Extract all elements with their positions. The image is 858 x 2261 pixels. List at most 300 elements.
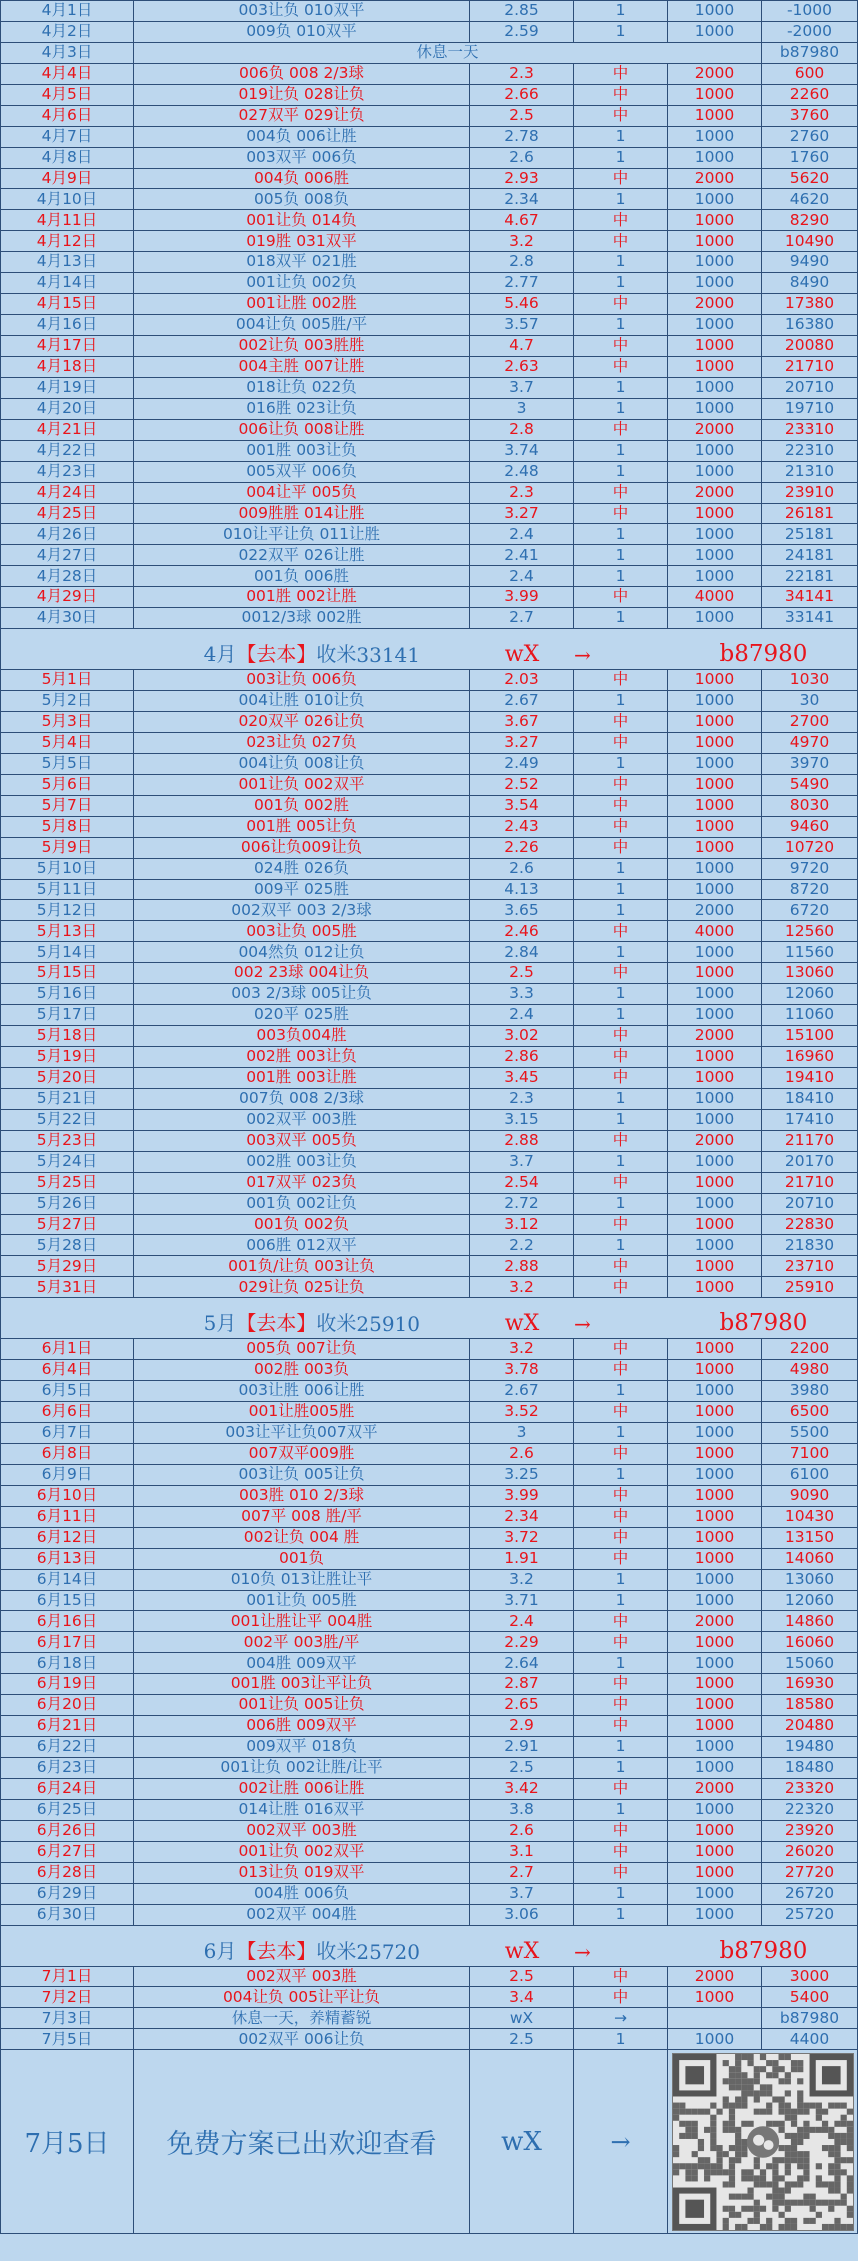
odds-cell: 2.49 [469,754,573,774]
odds-cell: 2.48 [469,462,573,482]
matches-cell: 003负004胜 [133,1026,469,1046]
table-row [0,838,858,859]
odds-cell: 2.4 [469,524,573,544]
date-cell: 6月17日 [0,1632,133,1652]
stake-cell: 1000 [667,1005,761,1025]
stake-cell: 1000 [667,1528,761,1548]
stake-cell: 1000 [667,796,761,816]
stake-cell: 1000 [667,1632,761,1652]
odds-cell: 4.7 [469,336,573,356]
balance-cell: 34141 [761,587,858,607]
balance-cell: 16960 [761,1047,858,1067]
summary-label: 收米 [316,1311,357,1336]
matches-cell: 018让负 022负 [133,378,469,398]
result-cell: 1 [573,148,667,168]
odds-cell: 2.6 [469,148,573,168]
matches-cell: 003让平让负007双平 [133,1423,469,1443]
date-cell: 4月29日 [0,587,133,607]
odds-cell: 3.7 [469,378,573,398]
stake-cell: 1000 [667,1068,761,1088]
balance-cell: 21830 [761,1235,858,1255]
result-cell: 中 [573,1047,667,1067]
summary-wx: wX [504,642,540,668]
balance-cell: 19410 [761,1068,858,1088]
balance-cell: -1000 [761,1,858,21]
date-cell: 6月14日 [0,1570,133,1590]
odds-cell: 2.3 [469,483,573,503]
date-cell: 6月13日 [0,1549,133,1569]
matches-cell: 001让负 002负 [133,273,469,293]
matches-cell: 002让负 004 胜 [133,1528,469,1548]
balance-cell: 26181 [761,504,858,524]
result-cell: 1 [573,273,667,293]
odds-cell: 3.65 [469,900,573,920]
result-cell: → [573,2008,667,2028]
stake-cell: 1000 [667,1842,761,1862]
date-cell: 4月2日 [0,22,133,42]
result-cell: 1 [573,942,667,962]
table-row [0,984,858,1005]
stake-cell: 1000 [667,231,761,251]
result-cell: 中 [573,1528,667,1548]
result-cell: 中 [573,1695,667,1715]
date-cell: 4月22日 [0,441,133,461]
date-cell: 4月4日 [0,64,133,84]
balance-cell: 10430 [761,1507,858,1527]
footer-row [0,2050,858,2234]
table-row [0,1026,858,1047]
table-row [0,1570,858,1591]
balance-cell: -2000 [761,22,858,42]
result-cell: 中 [573,1173,667,1193]
balance-cell: 6100 [761,1465,858,1485]
odds-cell: wX [469,2008,573,2028]
balance-cell: 26720 [761,1884,858,1904]
stake-cell: 1000 [667,670,761,690]
balance-cell: 5500 [761,1423,858,1443]
result-cell: 1 [573,2029,667,2049]
table-row [0,566,858,587]
stake-cell: 1000 [667,880,761,900]
matches-cell: 029让负 025让负 [133,1277,469,1297]
qr-code-icon [672,2053,854,2231]
balance-cell: 22310 [761,441,858,461]
table-row [0,127,858,148]
balance-cell: 30 [761,691,858,711]
matches-cell: 019胜 031双平 [133,231,469,251]
date-cell: 4月19日 [0,378,133,398]
date-cell: 4月20日 [0,399,133,419]
odds-cell: 2.2 [469,1235,573,1255]
balance-cell: 3970 [761,754,858,774]
date-cell: 6月9日 [0,1465,133,1485]
table-row [0,1465,858,1486]
matches-cell: 002平 003胜/平 [133,1632,469,1652]
stake-cell: 1000 [667,1653,761,1673]
balance-cell: 25181 [761,524,858,544]
footer-wx: wX [469,2050,573,2233]
table-row [0,608,858,629]
stake-cell: 1000 [667,504,761,524]
odds-cell: 2.8 [469,420,573,440]
matches-cell: 001胜 003让负 [133,441,469,461]
date-cell: 6月5日 [0,1381,133,1401]
table-row [0,1444,858,1465]
date-cell: 5月25日 [0,1173,133,1193]
odds-cell: 2.8 [469,252,573,272]
stake-cell: 1000 [667,1423,761,1443]
matches-cell: 0012/3球 002胜 [133,608,469,628]
odds-cell: 3 [469,399,573,419]
odds-cell: 3.74 [469,441,573,461]
stake-cell: 2000 [667,1779,761,1799]
table-row [0,483,858,504]
stake-cell: 2000 [667,1026,761,1046]
odds-cell: 2.29 [469,1632,573,1652]
matches-cell: 006胜 009双平 [133,1716,469,1736]
matches-cell: 004胜 009双平 [133,1653,469,1673]
table-row [0,1235,858,1256]
result-cell: 中 [573,921,667,941]
matches-cell: 003让胜 006让胜 [133,1381,469,1401]
odds-cell: 2.4 [469,1611,573,1631]
result-cell: 1 [573,900,667,920]
odds-cell: 3.78 [469,1360,573,1380]
matches-cell: 001负/让负 003让负 [133,1256,469,1276]
result-cell: 1 [573,608,667,628]
table-row [0,524,858,545]
result-cell: 1 [573,441,667,461]
stake-cell: 1000 [667,1758,761,1778]
result-cell: 中 [573,1632,667,1652]
date-cell: 6月29日 [0,1884,133,1904]
matches-cell: 020双平 026让负 [133,712,469,732]
matches-cell: 006让负009让负 [133,838,469,858]
stake-cell: 1000 [667,106,761,126]
balance-cell: 12560 [761,921,858,941]
balance-cell: 8720 [761,880,858,900]
summary-text [1,1298,470,1338]
result-cell: 中 [573,64,667,84]
balance-cell: b87980 [761,43,858,63]
date-cell: 5月2日 [0,691,133,711]
balance-cell: 10720 [761,838,858,858]
date-cell: 5月3日 [0,712,133,732]
date-cell: 5月18日 [0,1026,133,1046]
date-cell: 6月26日 [0,1821,133,1841]
date-cell: 6月30日 [0,1905,133,1925]
summary-month: 6月 [203,1938,237,1963]
result-cell: 中 [573,1967,667,1987]
odds-cell: 3.3 [469,984,573,1004]
date-cell: 5月17日 [0,1005,133,1025]
result-cell: 中 [573,1277,667,1297]
balance-cell: 21710 [761,357,858,377]
stake-cell: 1000 [667,1256,761,1276]
stake-cell: 1000 [667,273,761,293]
stake-cell: 1000 [667,1152,761,1172]
result-cell: 中 [573,210,667,230]
result-cell: 中 [573,1507,667,1527]
table-row [0,754,858,775]
table-row [0,357,858,378]
stake-cell: 1000 [667,357,761,377]
result-cell: 1 [573,1423,667,1443]
table-row [0,921,858,942]
stake-cell: 2000 [667,483,761,503]
stake-cell: 1000 [667,942,761,962]
footer-date: 7月5日 [0,2050,133,2233]
result-cell: 1 [573,691,667,711]
date-cell: 5月15日 [0,963,133,983]
matches-cell: 002让负 003胜胜 [133,336,469,356]
stake-cell: 1000 [667,691,761,711]
result-cell: 1 [573,1235,667,1255]
date-cell: 6月18日 [0,1653,133,1673]
balance-cell: 20710 [761,1194,858,1214]
date-cell: 5月23日 [0,1131,133,1151]
matches-cell: 001负 002让负 [133,1194,469,1214]
stake-cell: 1000 [667,1235,761,1255]
table-row [0,817,858,838]
stake-cell: 1000 [667,754,761,774]
odds-cell: 3.2 [469,1339,573,1359]
result-cell: 1 [573,1758,667,1778]
matches-cell: 001负 [133,1549,469,1569]
table-row [0,1402,858,1423]
table-row [0,587,858,608]
stake-cell: 1000 [667,1339,761,1359]
table-row [0,1507,858,1528]
odds-cell: 3.71 [469,1591,573,1611]
table-row [0,1905,858,1926]
result-cell: 中 [573,796,667,816]
result-cell: 中 [573,817,667,837]
balance-cell: 3980 [761,1381,858,1401]
odds-cell: 2.5 [469,106,573,126]
date-cell: 6月7日 [0,1423,133,1443]
matches-cell: 004主胜 007让胜 [133,357,469,377]
stake-cell: 1000 [667,984,761,1004]
table-row [0,231,858,252]
date-cell: 4月6日 [0,106,133,126]
stake-cell: 1000 [667,566,761,586]
table-row [0,1,858,22]
balance-cell: 18410 [761,1089,858,1109]
table-row [0,1528,858,1549]
matches-cell: 001让胜 002胜 [133,294,469,314]
result-cell: 1 [573,1884,667,1904]
date-cell: 5月13日 [0,921,133,941]
table-row [0,441,858,462]
result-cell: 中 [573,838,667,858]
balance-cell: 4980 [761,1360,858,1380]
matches-cell: 001胜 002让胜 [133,587,469,607]
result-cell: 1 [573,984,667,1004]
stake-cell: 1000 [667,1089,761,1109]
date-cell: 4月27日 [0,545,133,565]
result-cell: 中 [573,169,667,189]
month-summary-row [0,629,858,670]
matches-cell: 001让胜005胜 [133,1402,469,1422]
date-cell: 5月22日 [0,1110,133,1130]
date-cell: 4月3日 [0,43,133,63]
result-cell: 1 [573,1110,667,1130]
balance-cell: 27720 [761,1863,858,1883]
result-cell: 1 [573,1005,667,1025]
balance-cell: 15100 [761,1026,858,1046]
date-cell: 5月11日 [0,880,133,900]
odds-cell: 3.4 [469,1987,573,2007]
result-cell: 1 [573,1,667,21]
stake-cell: 1000 [667,378,761,398]
table-row [0,2008,858,2029]
result-cell: 中 [573,733,667,753]
matches-cell: 001让负 002双平 [133,775,469,795]
date-cell: 5月24日 [0,1152,133,1172]
odds-cell: 3.27 [469,504,573,524]
matches-cell: 022双平 026让胜 [133,545,469,565]
result-cell: 中 [573,231,667,251]
matches-cell: 005负 008负 [133,189,469,209]
matches-cell: 007负 008 2/3球 [133,1089,469,1109]
balance-cell: 2200 [761,1339,858,1359]
stake-cell: 1000 [667,1047,761,1067]
table-row [0,1486,858,1507]
date-cell: 4月15日 [0,294,133,314]
matches-cell: 013让负 019双平 [133,1863,469,1883]
odds-cell: 1.91 [469,1549,573,1569]
stake-cell: 1000 [667,608,761,628]
table-row [0,942,858,963]
stake-cell: 1000 [667,1194,761,1214]
matches-cell: 001负 002胜 [133,796,469,816]
matches-cell: 002 23球 004让负 [133,963,469,983]
matches-cell: 003让负 005让负 [133,1465,469,1485]
table-row [0,273,858,294]
table-row [0,1800,858,1821]
odds-cell: 3.25 [469,1465,573,1485]
balance-cell: 8290 [761,210,858,230]
table-row [0,1339,858,1360]
footer-arrow: → [573,2050,667,2233]
stake-cell: 1000 [667,775,761,795]
balance-cell: 22181 [761,566,858,586]
table-row [0,43,858,64]
odds-cell: 2.7 [469,1863,573,1883]
matches-cell: 003 2/3球 005让负 [133,984,469,1004]
date-cell: 4月26日 [0,524,133,544]
table-row [0,1716,858,1737]
result-cell: 1 [573,1737,667,1757]
table-row [0,148,858,169]
stake-cell: 1000 [667,1737,761,1757]
result-cell: 中 [573,336,667,356]
odds-cell: 3.7 [469,1884,573,1904]
odds-cell: 3.99 [469,587,573,607]
stake-cell: 1000 [667,1884,761,1904]
table-row [0,294,858,315]
date-cell: 6月23日 [0,1758,133,1778]
balance-cell: 3000 [761,1967,858,1987]
result-cell: 中 [573,1256,667,1276]
matches-cell: 005负 007让负 [133,1339,469,1359]
balance-cell: 33141 [761,608,858,628]
date-cell: 5月7日 [0,796,133,816]
summary-code: b87980 [719,641,808,668]
matches-cell: 023让负 027负 [133,733,469,753]
date-cell: 5月5日 [0,754,133,774]
summary-code: b87980 [719,1937,808,1964]
balance-cell: 14860 [761,1611,858,1631]
odds-cell: 3.2 [469,1570,573,1590]
odds-cell: 2.86 [469,1047,573,1067]
matches-cell: 004让胜 010让负 [133,691,469,711]
date-cell: 6月6日 [0,1402,133,1422]
odds-cell: 2.4 [469,566,573,586]
stake-cell: 1000 [667,85,761,105]
table-row [0,1194,858,1215]
table-row [0,1215,858,1236]
result-cell: 中 [573,1779,667,1799]
date-cell: 5月4日 [0,733,133,753]
result-cell: 中 [573,1360,667,1380]
balance-cell: 21170 [761,1131,858,1151]
table-row [0,1005,858,1026]
balance-cell: 20080 [761,336,858,356]
table-row [0,963,858,984]
matches-cell: 004让负 005胜/平 [133,315,469,335]
table-row [0,1821,858,1842]
odds-cell: 3.7 [469,1152,573,1172]
odds-cell: 2.6 [469,1444,573,1464]
balance-cell: 11060 [761,1005,858,1025]
result-cell: 1 [573,1905,667,1925]
result-cell: 中 [573,420,667,440]
date-cell: 4月23日 [0,462,133,482]
table-row [0,169,858,190]
result-cell: 中 [573,775,667,795]
balance-cell: 9090 [761,1486,858,1506]
stake-cell: 2000 [667,900,761,920]
date-cell: 4月10日 [0,189,133,209]
matches-cell: 001负 006胜 [133,566,469,586]
table-row [0,1360,858,1381]
balance-cell: 9490 [761,252,858,272]
odds-cell: 4.67 [469,210,573,230]
stake-cell: 1000 [667,1215,761,1235]
balance-cell: 23920 [761,1821,858,1841]
date-cell: 4月18日 [0,357,133,377]
matches-cell: 002胜 003让负 [133,1047,469,1067]
matches-cell: 003双平 005负 [133,1131,469,1151]
matches-cell: 002双平 003胜 [133,1110,469,1130]
balance-cell: 25720 [761,1905,858,1925]
odds-cell: 3.02 [469,1026,573,1046]
summary-text [1,1926,470,1966]
result-cell: 中 [573,294,667,314]
stake-cell: 1000 [667,1591,761,1611]
result-cell: 中 [573,1549,667,1569]
balance-cell: 2700 [761,712,858,732]
balance-cell: 2760 [761,127,858,147]
result-cell: 1 [573,545,667,565]
stake-cell: 1000 [667,1402,761,1422]
table-row [0,712,858,733]
date-cell: 7月3日 [0,2008,133,2028]
table-row [0,189,858,210]
balance-cell: 18580 [761,1695,858,1715]
